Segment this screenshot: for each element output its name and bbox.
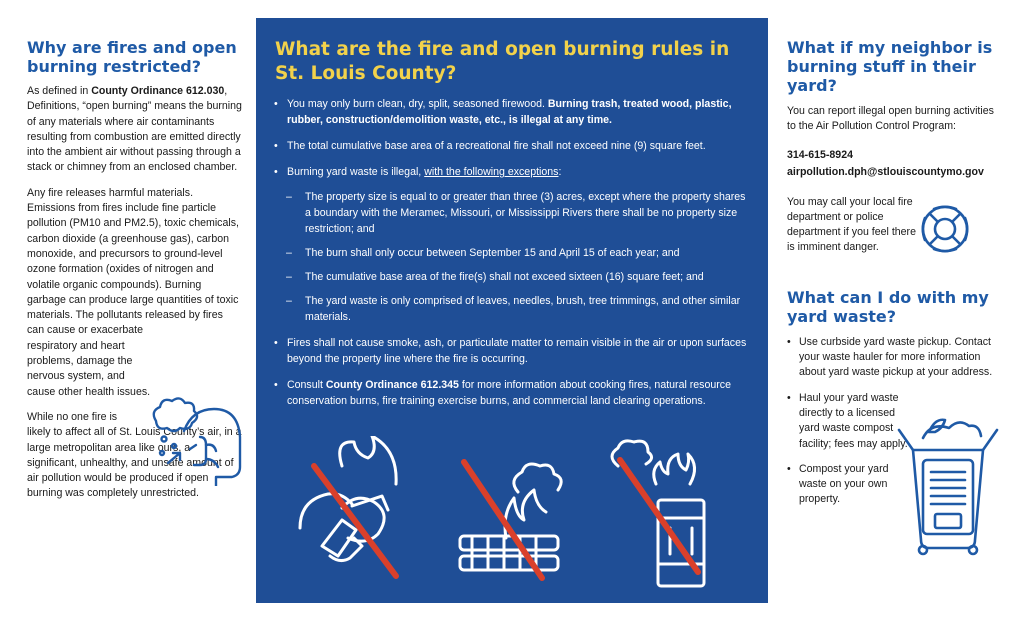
exception-materials: – The yard waste is only comprised of leaves, needles, brush, tree trimmings, and other similar materials.: [305, 293, 757, 325]
air-quality-paragraph: While no one fire is likely to affect all of St. Louis County’s air, in a large metropolitan area like ours, a significant, unhealthy, and unsafe amount of air pollution would be produced if open burning was completely unrestricted.: [27, 410, 242, 500]
heading-why-restricted: Why are fires and open burning restricted?: [27, 38, 237, 76]
health-paragraph: Any fire releases harmful materials. Emissions from fires include fine particle pollution (PM10 and PM2.5), toxic chemicals, carbon dioxide (a greenhouse gas), carbon monoxide, and precursors to ground-level ozone formation (oxides of nitrogen and volatile organic compounds). Burning garbage can produce large quantities of toxic materials. The pollutants released by fires can cause or exacerbate respiratory and heart problems, damage the nervous system, and cause other health issues.: [27, 186, 239, 398]
rule-smoke: • Fires shall not cause smoke, ash, or particulate matter to remain visible in the air or upon surfaces beyond the property line where the fire is occurring.: [287, 335, 757, 367]
no-burn-barrel-icon: [612, 441, 704, 586]
rules-panel: [256, 18, 768, 603]
ordinance-612-030: County Ordinance 612.030: [91, 85, 225, 97]
left-column: [27, 38, 242, 512]
option-curbside-pickup: • Use curbside yard waste pickup. Contact your waste hauler for more information about yard waste pickup at your address.: [799, 335, 1002, 381]
rule-consult-ordinance: • Consult County Ordinance 612.345 for more information about cooking fires, natural resource conservation burns, fire training exercise burns, and commercial land clearing operations.: [287, 377, 757, 409]
heading-neighbor-burning: What if my neighbor is burning stuff in their yard?: [787, 38, 993, 95]
contact-phone[interactable]: 314-615-8924: [787, 148, 853, 161]
no-pallet-burning-icon: [460, 462, 561, 578]
lifebuoy-icon: [919, 203, 971, 255]
right-column: [787, 38, 1002, 518]
rules-list: [287, 96, 757, 419]
ordinance-612-345: County Ordinance 612.345: [325, 379, 459, 391]
rule-firewood: • You may only burn clean, dry, split, seasoned firewood. Burning trash, treated wood, plastic, rubber, construction/demolition waste, etc., is illegal at any time.: [287, 96, 757, 128]
no-trash-burning-icon: [300, 436, 396, 576]
fire-department-paragraph: You may call your local fire department or police department if you feel there is imminent danger.: [787, 195, 916, 254]
rule-yard-waste: • Burning yard waste is illegal, with the following exceptions: – The property size is equal to or greater than three (3) acres, except where the property shares a boundary with the Meramec, Missouri, or Mississippi Rivers there shall be no property size restriction; and – The burn shall only occur between September 15 and April 15 of each year; and – The cumulative base area of the fire(s) shall not exceed sixteen (16) square feet; and – The yard waste is only comprised of leaves, needles, brush, tree trimmings, and other similar materials.: [287, 164, 757, 325]
exceptions-list: [305, 189, 757, 325]
option-compost: • Compost your yard waste on your own property.: [799, 462, 911, 508]
definition-paragraph: As defined in County Ordinance 612.030, Definitions, “open burning” means the burning of any materials where air contaminants resulting from combustion are emitted directly into the ambient air without passing through a stack or chimney from an enclosed chamber.: [27, 85, 242, 174]
report-paragraph: You can report illegal open burning activities to the Air Pollution Control Program:: [787, 105, 994, 133]
contact-email[interactable]: airpollution.dph@stlouiscountymo.gov: [787, 165, 984, 178]
heading-rules: What are the fire and open burning rules in St. Louis County?: [275, 39, 730, 84]
prohibited-burning-icons: [292, 436, 732, 596]
exception-base-area: – The cumulative base area of the fire(s) shall not exceed sixteen (16) square feet; and: [305, 269, 757, 285]
option-haul-to-facility: • Haul your yard waste directly to a licensed yard waste compost facility; fees may apply.: [799, 391, 911, 452]
heading-yard-waste: What can I do with my yard waste?: [787, 287, 989, 326]
contact-info: [787, 147, 1002, 181]
respiratory-smoke-icon: [144, 391, 244, 486]
rule-fire-area: • The total cumulative base area of a recreational fire shall not exceed nine (9) square feet.: [287, 138, 757, 154]
exception-burn-dates: – The burn shall only occur between September 15 and April 15 of each year; and: [305, 245, 757, 261]
exception-property-size: – The property size is equal to or greater than three (3) acres, except where the property shares a boundary with the Meramec, Missouri, or Mississippi Rivers there shall be no property size restriction; and: [305, 189, 757, 237]
yard-waste-bin-icon: [893, 408, 1003, 558]
